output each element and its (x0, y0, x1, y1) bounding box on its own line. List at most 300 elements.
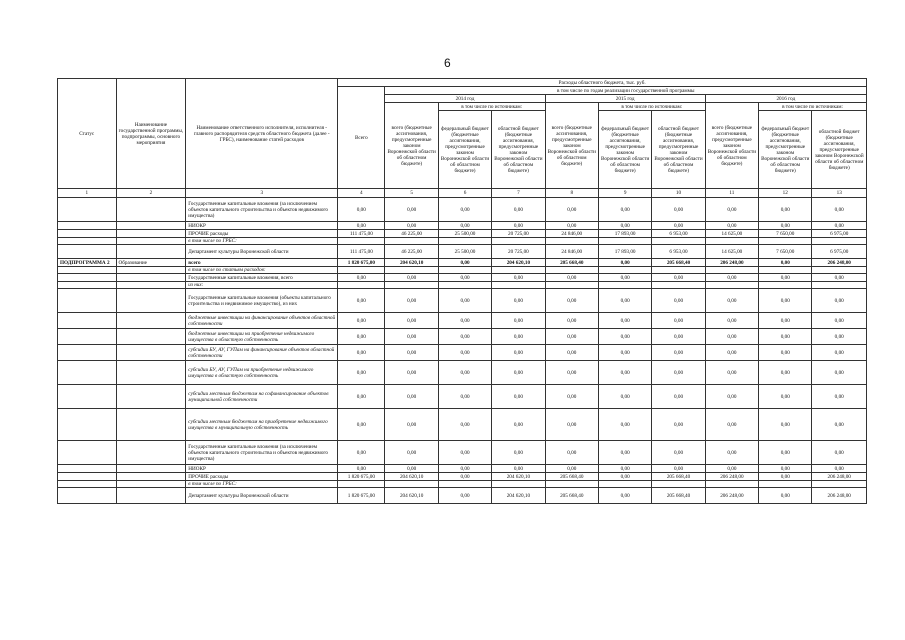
row-name (116, 488, 186, 504)
header-expenses: Расходы областного бюджета, тыс. руб. (338, 79, 867, 87)
row-value: 204 620,10 (492, 473, 545, 481)
table-row (58, 267, 867, 274)
row-value: 1 820 675,00 (338, 488, 385, 504)
row-value: 111 475,00 (338, 245, 385, 259)
row-value: 0,00 (438, 313, 491, 329)
row-value (812, 481, 867, 488)
row-value: 0,00 (385, 222, 438, 230)
header-year-2016: 2016 год (705, 95, 866, 103)
row-value: 0,00 (705, 345, 758, 361)
row-value (438, 238, 491, 245)
row-value: 0,00 (598, 409, 651, 441)
table-row (58, 385, 867, 409)
page-number: 6 (444, 56, 451, 70)
row-label: в том числе по ГРБС: (186, 481, 338, 488)
row-value: 0,00 (492, 274, 545, 282)
column-number: 10 (652, 189, 705, 198)
row-label: субсидии БУ, АУ, ГУПам на финансирование объектов областной собственности (186, 345, 338, 361)
row-value: 0,00 (652, 198, 705, 222)
row-value: 0,00 (652, 465, 705, 473)
row-value (385, 238, 438, 245)
row-status (58, 465, 117, 473)
table-row (58, 230, 867, 238)
row-value: 0,00 (598, 274, 651, 282)
row-name (116, 385, 186, 409)
table-row (58, 282, 867, 289)
row-value: 0,00 (652, 329, 705, 345)
row-value: 0,00 (759, 345, 812, 361)
row-value: 0,00 (652, 289, 705, 313)
row-value: 0,00 (545, 409, 598, 441)
row-value: 1 820 675,00 (338, 259, 385, 267)
row-value: 204 620,10 (385, 259, 438, 267)
row-value: 206 248,00 (705, 473, 758, 481)
row-value: 20 725,00 (492, 245, 545, 259)
row-label: из них: (186, 282, 338, 289)
row-value: 0,00 (705, 329, 758, 345)
row-value: 0,00 (492, 385, 545, 409)
row-value: 7 650,00 (759, 230, 812, 238)
row-value: 0,00 (385, 198, 438, 222)
row-value: 0,00 (598, 198, 651, 222)
header-2016-total: всего (бюджетные ассигнования, предусмотренные законом Воронежской области об областном бюджете) (705, 103, 758, 189)
row-name (116, 222, 186, 230)
row-value: 0,00 (545, 222, 598, 230)
row-value: 0,00 (385, 385, 438, 409)
row-value: 46 225,00 (385, 245, 438, 259)
row-status (58, 267, 117, 274)
row-value: 0,00 (438, 385, 491, 409)
row-value: 0,00 (598, 313, 651, 329)
row-status (58, 289, 117, 313)
header-2014-regional: областной бюджет (бюджетные ассигнования, предусмотренные законом Воронежской области об областном бюджете) (492, 111, 545, 189)
row-value: 14 625,00 (705, 230, 758, 238)
row-label: Государственные капитальные вложения (объекты капитального строительства и недвижимое имущество), из них (186, 289, 338, 313)
row-value: 0,00 (652, 222, 705, 230)
header-2014-sources: в том числе по источникам: (438, 103, 545, 111)
row-status (58, 441, 117, 465)
row-value: 0,00 (385, 409, 438, 441)
row-value (338, 481, 385, 488)
table-row (58, 289, 867, 313)
row-status (58, 481, 117, 488)
row-value: 0,00 (705, 289, 758, 313)
row-value: 0,00 (338, 441, 385, 465)
row-value: 0,00 (492, 441, 545, 465)
row-label: Государственные капитальные вложения, всего (186, 274, 338, 282)
row-value (385, 282, 438, 289)
row-value: 0,00 (438, 289, 491, 313)
row-value: 0,00 (705, 274, 758, 282)
row-value (705, 238, 758, 245)
row-value: 0,00 (338, 329, 385, 345)
row-value: 0,00 (545, 361, 598, 385)
row-status (58, 385, 117, 409)
table-row (58, 481, 867, 488)
row-value: 0,00 (598, 441, 651, 465)
row-value (438, 282, 491, 289)
row-value: 111 475,00 (338, 230, 385, 238)
row-value: 206 248,00 (812, 473, 867, 481)
row-name (116, 245, 186, 259)
row-value: 0,00 (812, 313, 867, 329)
row-value: 205 668,40 (545, 259, 598, 267)
row-value: 0,00 (812, 222, 867, 230)
row-value (438, 481, 491, 488)
row-name (116, 230, 186, 238)
row-name (116, 198, 186, 222)
table-row (58, 345, 867, 361)
row-value: 0,00 (545, 329, 598, 345)
row-value: 0,00 (492, 329, 545, 345)
row-value (438, 267, 491, 274)
row-value (705, 481, 758, 488)
row-value: 0,00 (598, 259, 651, 267)
table-row (58, 441, 867, 465)
row-label: ПРОЧИЕ расходы (186, 230, 338, 238)
row-value: 0,00 (705, 409, 758, 441)
row-value: 0,00 (338, 274, 385, 282)
row-value (652, 282, 705, 289)
row-value: 0,00 (759, 198, 812, 222)
row-value (598, 267, 651, 274)
row-value: 46 225,00 (385, 230, 438, 238)
row-label: в том числе по ГРБС: (186, 238, 338, 245)
row-value: 205 668,40 (652, 473, 705, 481)
row-value: 17 893,00 (598, 245, 651, 259)
row-value: 0,00 (492, 345, 545, 361)
row-value: 0,00 (438, 345, 491, 361)
header-2016-regional: областной бюджет (бюджетные ассигнования, предусмотренные законом Воронежской области об областном бюджете) (812, 111, 867, 189)
header-year-2014: 2014 год (385, 95, 545, 103)
row-name (116, 473, 186, 481)
row-label: всего (186, 259, 338, 267)
row-value: 0,00 (598, 361, 651, 385)
row-value: 0,00 (438, 259, 491, 267)
row-value: 204 620,10 (385, 488, 438, 504)
row-value: 0,00 (545, 345, 598, 361)
row-name (116, 282, 186, 289)
row-value: 6 953,00 (652, 245, 705, 259)
row-value: 0,00 (705, 198, 758, 222)
row-value: 0,00 (705, 441, 758, 465)
row-value: 0,00 (759, 222, 812, 230)
row-value: 204 620,10 (492, 259, 545, 267)
row-label: Государственные капитальные вложения (за исключением объектов капитального строительства и объектов недвижимого имущества) (186, 441, 338, 465)
row-status (58, 245, 117, 259)
row-value (385, 481, 438, 488)
row-label: ПРОЧИЕ расходы (186, 473, 338, 481)
table-row (58, 274, 867, 282)
row-value: 0,00 (759, 329, 812, 345)
header-2014-total: всего (бюджетные ассигнования, предусмотренные законом Воронежской области об областном бюджете) (385, 103, 438, 189)
row-value: 204 620,10 (385, 473, 438, 481)
row-value: 206 248,00 (812, 488, 867, 504)
row-value (338, 282, 385, 289)
header-name: Наименование государственной программы, подпрограммы, основного мероприятия (116, 79, 186, 189)
row-value: 0,00 (492, 409, 545, 441)
row-label: в том числе по статьям расходов: (186, 267, 338, 274)
row-status (58, 274, 117, 282)
column-number: 2 (116, 189, 186, 198)
row-name (116, 465, 186, 473)
row-label: бюджетные инвестиции на приобретение недвижимого имущества в областную собственность (186, 329, 338, 345)
header-executor: Наименование ответственного исполнителя, исполнителя - главного распорядителя средств областного бюджета (далее - ГРБС), наименование статей расходов (186, 79, 338, 189)
row-value: 0,00 (598, 329, 651, 345)
row-value (652, 481, 705, 488)
row-status (58, 230, 117, 238)
row-value (492, 282, 545, 289)
row-value: 0,00 (812, 329, 867, 345)
row-value: 0,00 (545, 274, 598, 282)
row-value: 0,00 (338, 385, 385, 409)
row-value: 0,00 (385, 465, 438, 473)
row-value: 0,00 (759, 473, 812, 481)
row-value: 0,00 (759, 441, 812, 465)
row-value: 0,00 (492, 198, 545, 222)
header-2015-sources: в том числе по источникам: (598, 103, 705, 111)
column-number: 12 (759, 189, 812, 198)
row-value (759, 481, 812, 488)
row-value: 20 725,00 (492, 230, 545, 238)
row-name (116, 345, 186, 361)
row-value (759, 238, 812, 245)
row-label: субсидии БУ, АУ, ГУПам на приобретение недвижимого имущества в областную собственность (186, 361, 338, 385)
row-value (545, 282, 598, 289)
row-value (652, 238, 705, 245)
header-2016-federal: федеральный бюджет (бюджетные ассигнования, предусмотренные законом Воронежской области об областном бюджете) (759, 111, 812, 189)
row-value: 0,00 (652, 361, 705, 385)
row-value (705, 267, 758, 274)
row-value: 0,00 (652, 313, 705, 329)
row-value: 0,00 (759, 465, 812, 473)
row-value: 0,00 (338, 361, 385, 385)
column-number: 1 (58, 189, 117, 198)
table-row (58, 329, 867, 345)
row-value: 25 500,00 (438, 230, 491, 238)
row-value: 7 650,00 (759, 245, 812, 259)
column-number: 5 (385, 189, 438, 198)
row-name (116, 329, 186, 345)
row-value: 0,00 (338, 198, 385, 222)
row-value: 0,00 (385, 313, 438, 329)
row-label: бюджетные инвестиции на финансирование объектов областной собственности (186, 313, 338, 329)
row-value: 0,00 (598, 488, 651, 504)
row-name (116, 361, 186, 385)
row-value (705, 282, 758, 289)
table-row (58, 238, 867, 245)
row-value (385, 267, 438, 274)
row-value: 25 500,00 (438, 245, 491, 259)
row-value (492, 238, 545, 245)
table-row (58, 361, 867, 385)
row-value (338, 238, 385, 245)
row-value: 0,00 (812, 361, 867, 385)
row-value (545, 481, 598, 488)
row-value: 0,00 (385, 345, 438, 361)
column-number: 9 (598, 189, 651, 198)
row-value: 0,00 (652, 385, 705, 409)
row-name (116, 267, 186, 274)
table-row (58, 409, 867, 441)
row-value: 0,00 (438, 198, 491, 222)
header-2015-total: всего (бюджетные ассигнования, предусмотренные законом Воронежской области об областном бюджете) (545, 103, 598, 189)
row-value: 0,00 (385, 329, 438, 345)
row-value: 17 893,00 (598, 230, 651, 238)
row-value: 0,00 (338, 465, 385, 473)
row-value: 0,00 (652, 274, 705, 282)
row-value: 205 668,40 (545, 488, 598, 504)
row-value: 0,00 (759, 409, 812, 441)
row-name: Образование (116, 259, 186, 267)
row-value (492, 267, 545, 274)
row-name (116, 274, 186, 282)
row-name (116, 409, 186, 441)
row-value: 0,00 (492, 465, 545, 473)
row-value (759, 282, 812, 289)
row-value (652, 267, 705, 274)
row-label: Департамент культуры Воронежской области (186, 245, 338, 259)
row-value: 0,00 (338, 345, 385, 361)
row-value: 0,00 (759, 361, 812, 385)
row-value: 0,00 (545, 385, 598, 409)
row-value (338, 267, 385, 274)
row-label: Департамент культуры Воронежской области (186, 488, 338, 504)
row-value: 0,00 (545, 465, 598, 473)
row-value: 0,00 (759, 289, 812, 313)
row-value: 0,00 (545, 441, 598, 465)
row-value: 0,00 (812, 274, 867, 282)
row-value: 24 846,00 (545, 245, 598, 259)
row-value: 0,00 (492, 361, 545, 385)
row-status (58, 361, 117, 385)
row-value: 0,00 (438, 274, 491, 282)
row-value: 0,00 (759, 488, 812, 504)
row-status: ПОДПРОГРАММА 2 (58, 259, 117, 267)
row-value: 14 625,00 (705, 245, 758, 259)
row-name (116, 441, 186, 465)
row-value: 0,00 (705, 465, 758, 473)
column-number: 3 (186, 189, 338, 198)
row-value (812, 267, 867, 274)
row-value: 0,00 (812, 409, 867, 441)
row-value: 0,00 (705, 313, 758, 329)
row-value: 0,00 (438, 329, 491, 345)
header-year-2015: 2015 год (545, 95, 705, 103)
row-value (812, 238, 867, 245)
row-value: 0,00 (545, 289, 598, 313)
table-row (58, 198, 867, 222)
row-value: 24 846,00 (545, 230, 598, 238)
row-value (598, 481, 651, 488)
row-value: 0,00 (652, 345, 705, 361)
row-value: 0,00 (338, 289, 385, 313)
row-value: 0,00 (812, 345, 867, 361)
row-value: 0,00 (812, 385, 867, 409)
header-2016-sources: в том числе по источникам: (759, 103, 867, 111)
header-2015-regional: областной бюджет (бюджетные ассигнования, предусмотренные законом Воронежской области об областном бюджете) (652, 111, 705, 189)
row-value: 6 975,00 (812, 245, 867, 259)
row-value: 6 953,00 (652, 230, 705, 238)
row-status (58, 409, 117, 441)
row-value (545, 238, 598, 245)
row-value: 0,00 (812, 198, 867, 222)
row-status (58, 473, 117, 481)
header-total: Всего (338, 87, 385, 189)
table-row (58, 222, 867, 230)
row-value: 0,00 (438, 473, 491, 481)
row-value: 0,00 (385, 289, 438, 313)
row-value: 0,00 (545, 313, 598, 329)
row-value: 0,00 (598, 465, 651, 473)
row-value: 0,00 (759, 313, 812, 329)
row-value: 0,00 (492, 313, 545, 329)
row-value (545, 267, 598, 274)
row-status (58, 198, 117, 222)
column-number: 4 (338, 189, 385, 198)
row-value: 0,00 (598, 289, 651, 313)
row-label: НИОКР (186, 222, 338, 230)
row-value: 0,00 (385, 361, 438, 385)
table-row (58, 488, 867, 504)
row-value: 0,00 (759, 259, 812, 267)
row-value (812, 282, 867, 289)
budget-table (57, 78, 867, 504)
row-value: 205 668,40 (545, 473, 598, 481)
row-label: НИОКР (186, 465, 338, 473)
row-value: 0,00 (338, 313, 385, 329)
row-name (116, 481, 186, 488)
row-value: 0,00 (438, 488, 491, 504)
row-value: 0,00 (438, 441, 491, 465)
row-value: 0,00 (705, 361, 758, 385)
column-number: 6 (438, 189, 491, 198)
row-value: 0,00 (812, 289, 867, 313)
row-name (116, 238, 186, 245)
header-by-years: в том числе по годам реализации государственной программы (385, 87, 867, 95)
row-value: 0,00 (598, 473, 651, 481)
row-value: 0,00 (812, 465, 867, 473)
row-status (58, 329, 117, 345)
row-value: 0,00 (598, 222, 651, 230)
row-name (116, 289, 186, 313)
row-value: 0,00 (438, 409, 491, 441)
row-status (58, 488, 117, 504)
table-row (58, 465, 867, 473)
row-label: субсидии местным бюджетам на софинансирование объектов муниципальной собственности (186, 385, 338, 409)
row-value: 206 248,00 (812, 259, 867, 267)
row-label: Государственные капитальные вложения (за исключением объектов капитального строительства и объектов недвижимого имущества) (186, 198, 338, 222)
row-value (492, 481, 545, 488)
column-number: 11 (705, 189, 758, 198)
row-value: 204 620,10 (492, 488, 545, 504)
column-numbers-row (58, 189, 867, 198)
row-value: 0,00 (338, 222, 385, 230)
row-value: 0,00 (705, 222, 758, 230)
column-number: 7 (492, 189, 545, 198)
row-value: 205 668,40 (652, 488, 705, 504)
row-value: 0,00 (652, 441, 705, 465)
row-value: 0,00 (438, 222, 491, 230)
row-value: 205 668,40 (652, 259, 705, 267)
row-value (759, 267, 812, 274)
row-value: 0,00 (812, 441, 867, 465)
table-row (58, 245, 867, 259)
row-value: 0,00 (652, 409, 705, 441)
row-value: 1 820 675,00 (338, 473, 385, 481)
row-value: 0,00 (545, 198, 598, 222)
row-value: 206 248,00 (705, 259, 758, 267)
